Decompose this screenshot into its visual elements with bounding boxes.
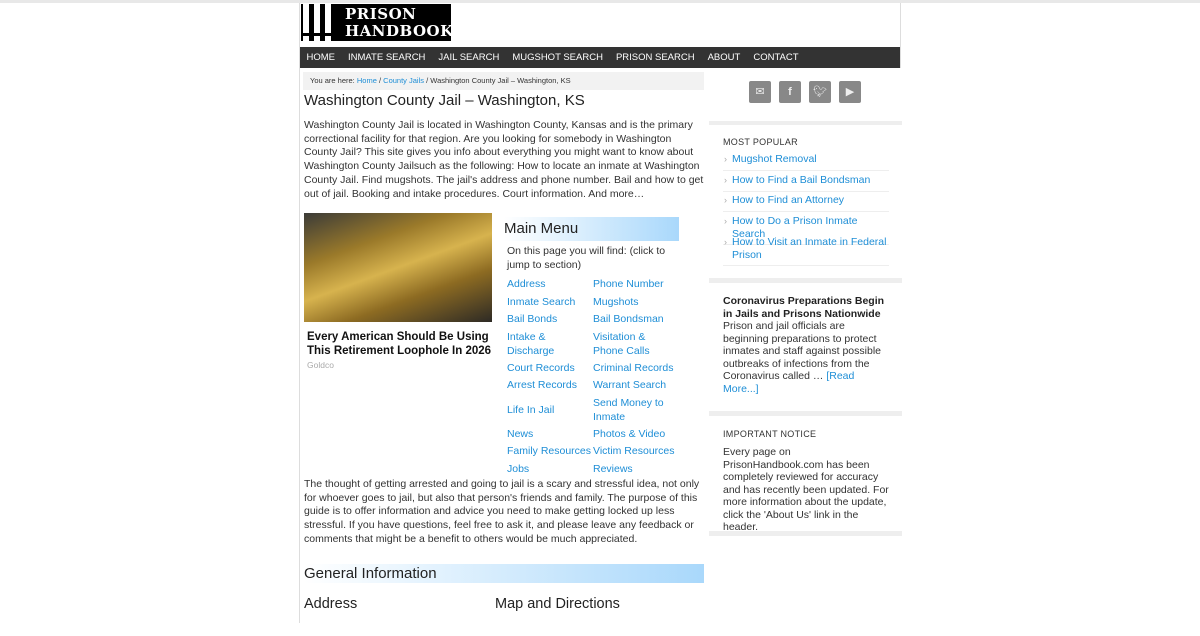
news-box (709, 283, 902, 411)
popular-link[interactable]: › How to Find an Attorney (723, 190, 889, 212)
read-more-link[interactable]: [Read More...] (723, 370, 855, 395)
menu-link[interactable]: Bail Bondsman (593, 313, 664, 325)
menu-link[interactable]: Warrant Search (593, 379, 667, 391)
breadcrumb-sep: / (378, 76, 382, 85)
menu-link[interactable]: Bail Bonds (507, 313, 558, 325)
twitter-icon[interactable]: 🐦︎ (809, 81, 831, 103)
menu-link[interactable]: Visitation & Phone Calls (593, 331, 650, 357)
main-menu-heading: Main Menu (504, 217, 679, 241)
breadcrumb-home[interactable]: Home (356, 76, 377, 85)
youtube-icon[interactable]: ▶ (839, 81, 861, 103)
menu-link[interactable]: Court Records (507, 362, 575, 374)
main-menu-intro: On this page you will find: (click to jump to section) (507, 245, 666, 271)
breadcrumb (303, 72, 704, 90)
notice-box (709, 416, 902, 531)
nav-about[interactable]: ABOUT (707, 52, 741, 63)
nav-contact[interactable]: CONTACT (753, 52, 799, 63)
menu-link[interactable]: Intake & Discharge (507, 331, 555, 357)
map-heading: Map and Directions (495, 596, 620, 612)
email-icon[interactable]: ✉ (749, 81, 771, 103)
nav-prison-search[interactable]: PRISON SEARCH (615, 52, 695, 63)
facebook-icon[interactable]: f (779, 81, 801, 103)
menu-link[interactable]: Life In Jail (507, 404, 555, 416)
main-nav (300, 47, 900, 68)
most-popular-heading: MOST POPULAR (723, 137, 798, 147)
menu-link[interactable]: Family Resources (507, 445, 592, 457)
page (299, 3, 901, 623)
social-box (709, 68, 902, 121)
most-popular-box (709, 125, 902, 278)
sidebar (709, 68, 902, 628)
nav-mugshot-search[interactable]: MUGSHOT SEARCH (512, 52, 603, 63)
breadcrumb-county-jails[interactable]: County Jails (383, 76, 425, 85)
menu-link[interactable]: Victim Resources (593, 445, 675, 457)
news-title[interactable]: Coronavirus Preparations Begin in Jails and Prisons Nationwide (723, 295, 885, 320)
popular-link[interactable]: › How to Do a Prison Inmate Search (723, 211, 889, 245)
intro-text: Washington County Jail is located in Washington County, Kansas and is the primary correctional facility for that region. Are you looking for somebody in Washington County Jail? This site gives you info about everything you might want to know about Washington County Jailsuch as the following: How to locate an inmate at Washington County Jail. Find mugshots. The jail's address and phone number. Bail and how to get out of jail. Booking and intake procedures. Court information. And more… (304, 119, 704, 200)
outro-text: The thought of getting arrested and going to jail is a scary and stressful idea, not only for whoever goes to jail, but also that person's friends and family. The purpose of this guide is to offer information and advice you need to make getting locked up less stressful. If you have questions, feel free to ask it, and please leave any feedback or comments that might be a benefit to others would be much appreciated. (304, 478, 700, 545)
nav-home[interactable]: HOME (306, 52, 335, 63)
news-body (723, 320, 891, 395)
empty-box (709, 536, 902, 636)
menu-link[interactable]: News (507, 428, 534, 440)
popular-link[interactable]: › How to Find a Bail Bondsman (723, 170, 889, 192)
menu-link[interactable]: Inmate Search (507, 296, 576, 308)
ad-image[interactable] (304, 213, 492, 322)
nav-jail-search[interactable]: JAIL SEARCH (438, 52, 500, 63)
notice-body: Every page on PrisonHandbook.com has been completely reviewed for accuracy and has recently been updated. For more information about the update, click the 'About Us' link in the header. (723, 446, 889, 533)
site-logo[interactable] (301, 4, 454, 41)
nav-inmate-search[interactable]: INMATE SEARCH (348, 52, 426, 63)
general-info-heading: General Information (304, 564, 704, 583)
menu-link[interactable]: Criminal Records (593, 362, 674, 374)
menu-link[interactable]: Reviews (593, 463, 633, 475)
popular-link[interactable]: › How to Visit an Inmate in Federal Prison (723, 232, 889, 266)
ad-sponsor: Goldco (307, 360, 334, 370)
breadcrumb-prefix: You are here: (310, 76, 355, 85)
menu-link[interactable]: Arrest Records (507, 379, 578, 391)
menu-link[interactable]: Phone Number (593, 278, 664, 290)
popular-link[interactable]: › Mugshot Removal (723, 149, 889, 171)
menu-link[interactable]: Mugshots (593, 296, 639, 308)
page-title: Washington County Jail – Washington, KS (304, 92, 585, 109)
breadcrumb-current: / Washington County Jail – Washington, KS (426, 76, 571, 85)
menu-link[interactable]: Send Money to Inmate (593, 397, 664, 423)
menu-link[interactable]: Address (507, 278, 546, 290)
logo-text: PRISON HANDBOOK (345, 5, 454, 40)
menu-link[interactable]: Jobs (507, 463, 530, 475)
address-heading: Address (304, 596, 358, 612)
notice-heading: IMPORTANT NOTICE (723, 429, 817, 439)
ad-title[interactable]: Every American Should Be Using This Retirement Loophole In 2026 (307, 331, 492, 357)
menu-link[interactable]: Photos & Video (593, 428, 666, 440)
news-excerpt: Prison and jail officials are beginning preparations to protect inmates and staff against possible outbreaks of infections from the Coronavirus called … (723, 320, 881, 382)
prison-bars-icon (303, 4, 341, 41)
